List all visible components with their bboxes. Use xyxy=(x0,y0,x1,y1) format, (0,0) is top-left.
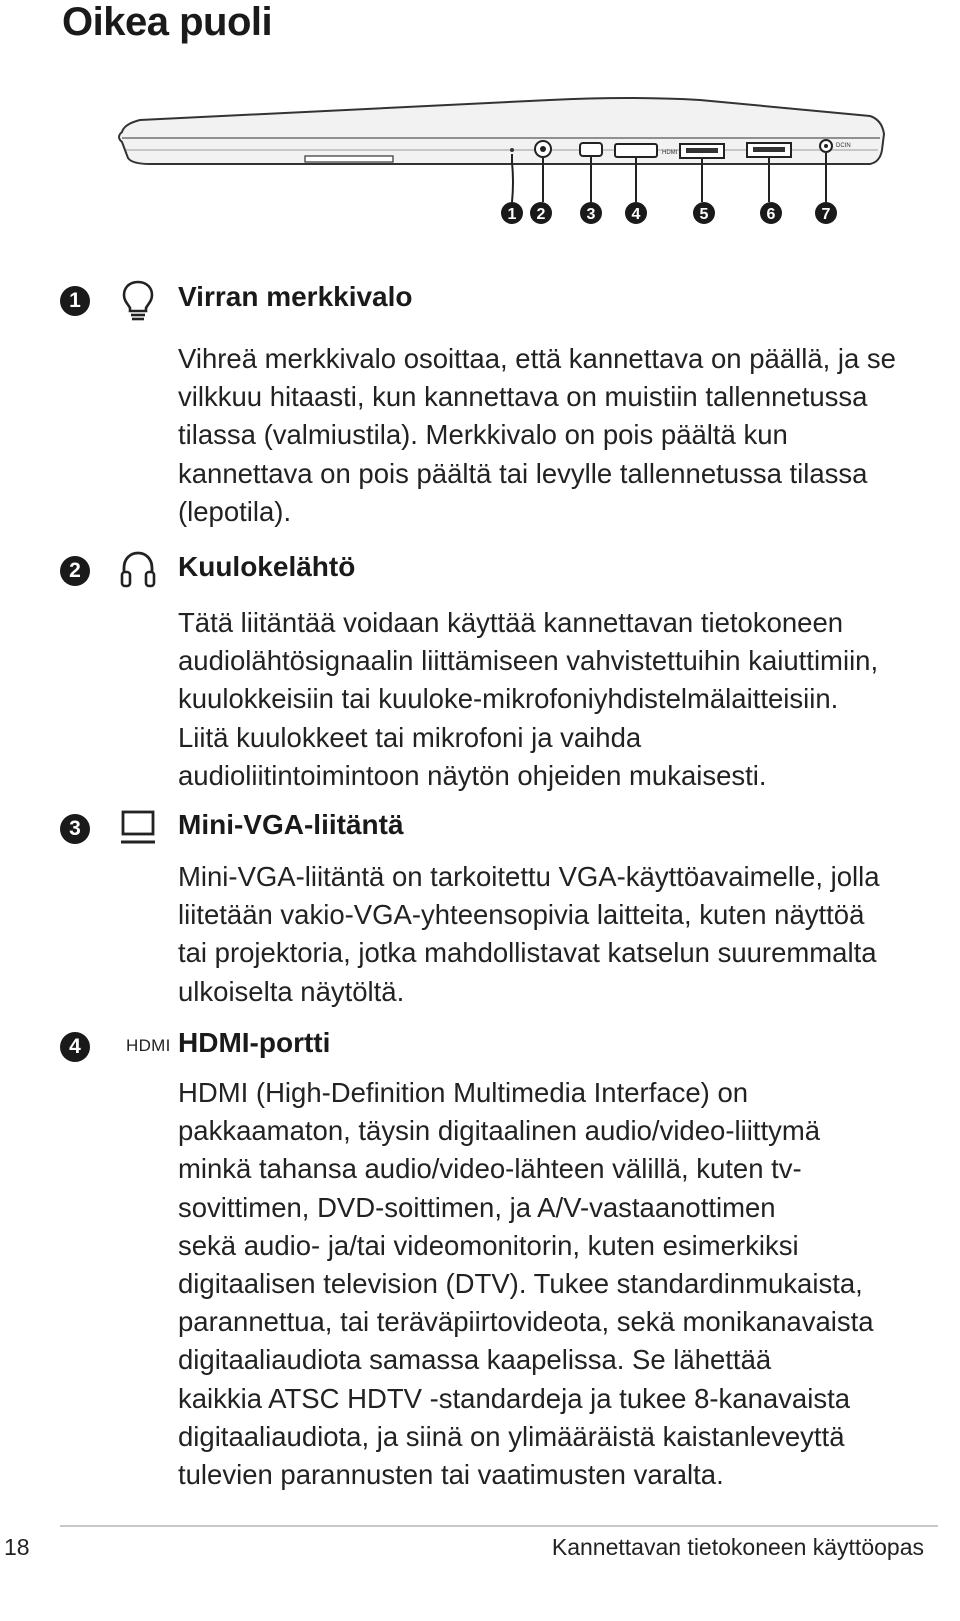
body-line: pakkaamaton, täysin digitaalinen audio/video-liittymä xyxy=(178,1115,821,1147)
body-line: audioliitintoimintoon näytön ohjeiden mukaisesti. xyxy=(178,759,767,791)
section-number: 4 xyxy=(60,1032,90,1062)
body-line: liitetään vakio-VGA-yhteensopivia laitteita, kuten näyttöä xyxy=(178,899,865,931)
section-title: Virran merkkivalo xyxy=(178,281,413,312)
body-line: parannettua, tai teräväpiirtovideota, sekä monikanavaista xyxy=(178,1306,874,1338)
body-line: Vihreä merkkivalo osoittaa, että kannettava on päällä, ja se xyxy=(178,343,896,374)
section-title: Kuulokelähtö xyxy=(178,551,356,582)
section-body xyxy=(178,858,938,1011)
body-line: Mini-VGA-liitäntä on tarkoitettu VGA-käyttöavaimelle, jolla xyxy=(178,861,880,892)
callout-2: 2 xyxy=(536,206,546,223)
body-line: minkä tahansa audio/video-lähteen välillä, kuten tv- xyxy=(178,1153,802,1185)
power-led xyxy=(510,148,514,152)
body-line: tilassa (valmiustila). Merkkivalo on pois päältä kun xyxy=(178,419,788,451)
monitor-icon xyxy=(118,806,158,850)
footer-divider xyxy=(60,1525,938,1527)
bulb-icon xyxy=(118,278,158,322)
callout-4: 4 xyxy=(631,206,641,223)
section-number: 2 xyxy=(60,556,90,586)
callout-1: 1 xyxy=(507,206,517,223)
body-line: tulevien parannusten tai vaatimusten varalta. xyxy=(178,1459,724,1491)
laptop-right-side-diagram xyxy=(110,92,890,242)
callout-6: 6 xyxy=(766,206,776,223)
section-body xyxy=(178,340,938,531)
section-body xyxy=(178,604,938,795)
section-number: 1 xyxy=(60,286,90,316)
body-line: digitaalisen television (DTV). Tukee standardinmukaista, xyxy=(178,1268,863,1300)
callout-3: 3 xyxy=(586,206,596,223)
callout-7: 7 xyxy=(821,206,831,223)
hdmi-port-label: HDMI xyxy=(662,150,678,156)
body-line: HDMI (High-Definition Multimedia Interface) on xyxy=(178,1077,749,1108)
body-line: Tätä liitäntää voidaan käyttää kannettavan tietokoneen xyxy=(178,607,844,638)
body-line: vilkkuu hitaasti, kun kannettava on muistiin tallennetussa xyxy=(178,381,868,413)
page-number: 18 xyxy=(4,1534,30,1560)
body-line: tai projektoria, jotka mahdollistavat katselun suuremmalta xyxy=(178,937,877,969)
body-line: Liitä kuulokkeet tai mikrofoni ja vaihda xyxy=(178,721,642,753)
body-line: audiolähtösignaalin liittämiseen vahvistettuihin kaiuttimiin, xyxy=(178,645,879,677)
section-title: HDMI-portti xyxy=(178,1027,331,1058)
section-title: Mini-VGA-liitäntä xyxy=(178,809,404,840)
dc-in-label: DCIN xyxy=(836,143,851,149)
body-line: digitaaliaudiota, ja siinä on ylimääräistä kaistanleveyttä xyxy=(178,1420,845,1452)
hdmi-icon: HDMI xyxy=(126,1036,171,1055)
hdmi-port xyxy=(615,144,657,157)
callout-5: 5 xyxy=(699,206,709,223)
body-line: ulkoiselta näytöltä. xyxy=(178,975,405,1007)
section-body xyxy=(178,1074,938,1494)
mini-vga-port xyxy=(580,143,602,156)
body-line: digitaaliaudiota samassa kaapelissa. Se lähettää xyxy=(178,1344,772,1376)
page-title: Oikea puoli xyxy=(62,0,273,44)
body-line: sekä audio- ja/tai videomonitorin, kuten esimerkiksi xyxy=(178,1229,799,1261)
headphones-icon xyxy=(118,548,158,592)
body-line: sovittimen, DVD-soittimen, ja A/V-vastaanottimen xyxy=(178,1191,776,1223)
footer-doc-title: Kannettavan tietokoneen käyttöopas xyxy=(551,1534,924,1560)
body-line: (lepotila). xyxy=(178,495,292,527)
body-line: kuulokkeisiin tai kuuloke-mikrofoniyhdistelmälaitteisiin. xyxy=(178,683,839,715)
body-line: kannettava on pois päältä tai levylle tallennetussa tilassa xyxy=(178,457,868,489)
body-line: kaikkia ATSC HDTV -standardeja ja tukee 8-kanavaista xyxy=(178,1382,851,1414)
section-number: 3 xyxy=(60,814,90,844)
